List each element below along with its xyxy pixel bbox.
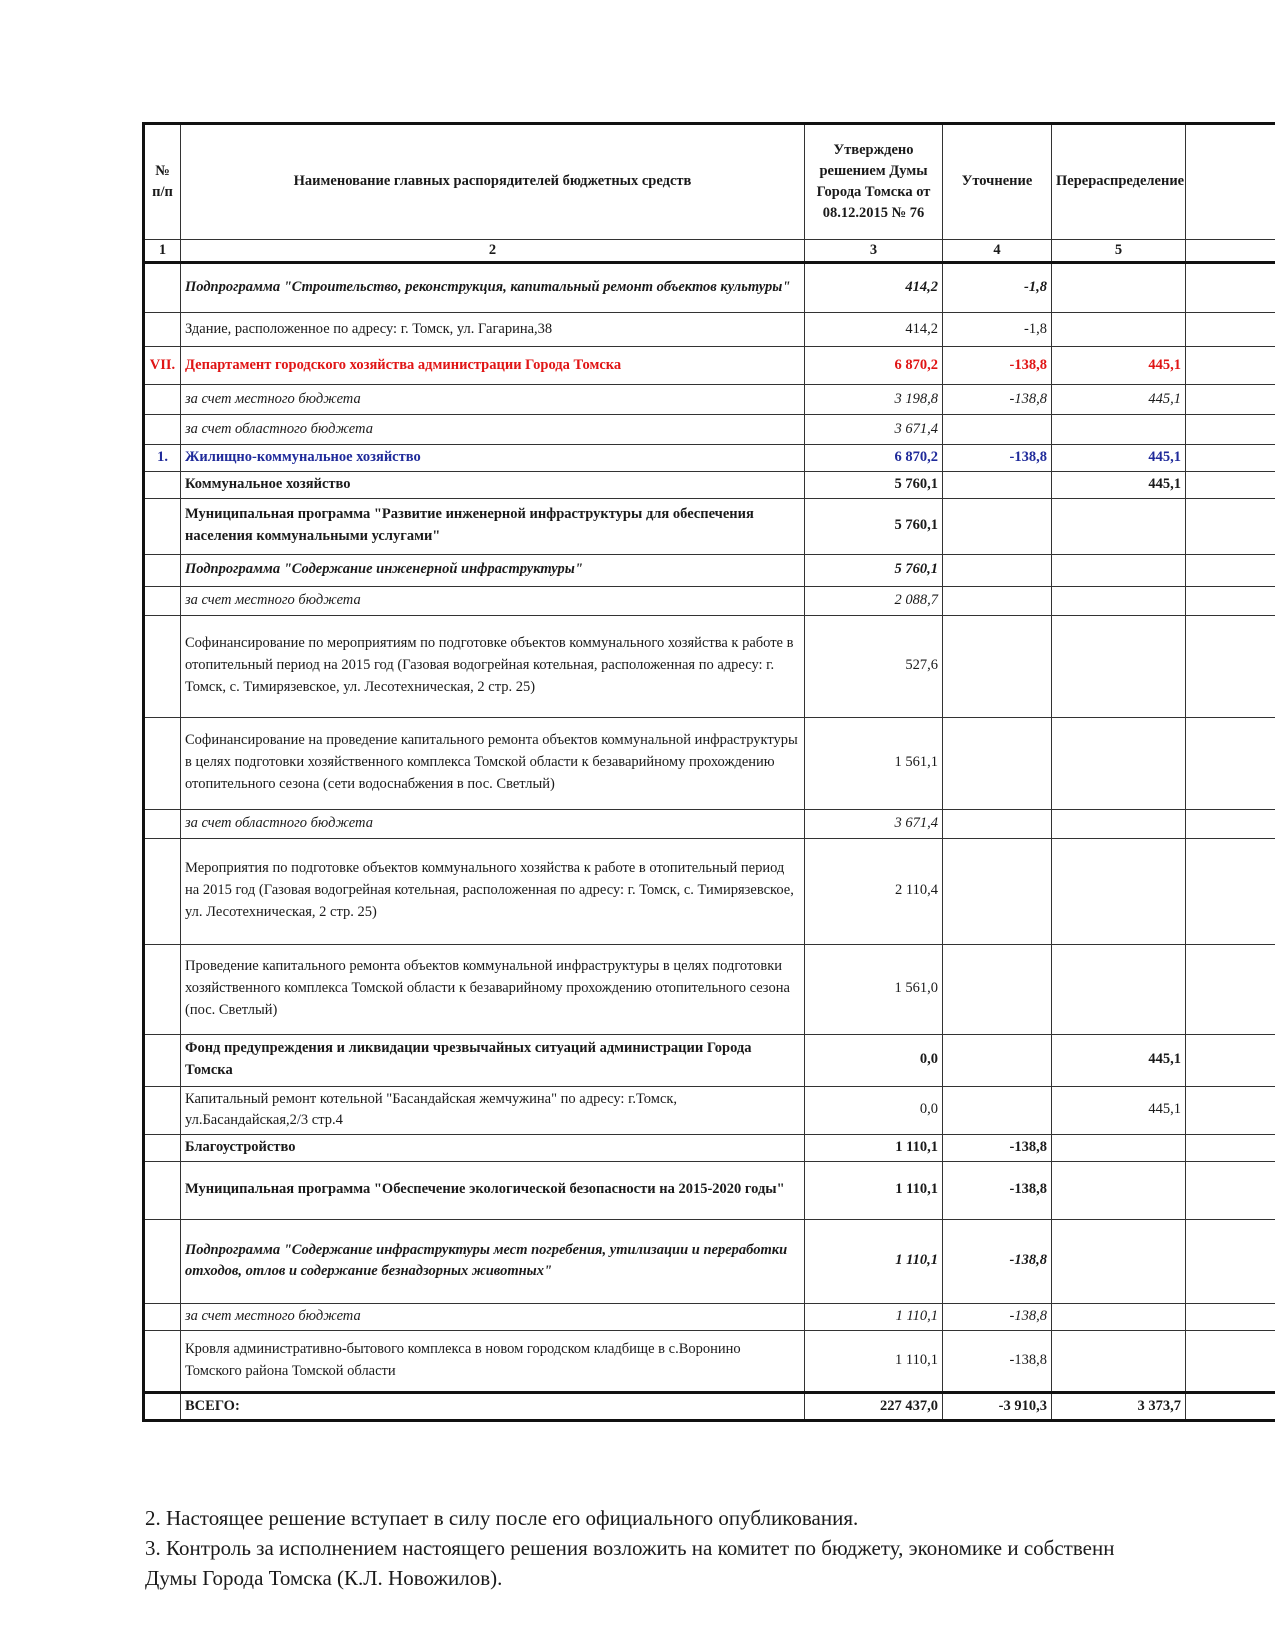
row-approved: 5 760,1 [805,498,943,554]
row-num [144,1219,181,1303]
table-row [144,471,1275,498]
total-row [144,1392,1275,1421]
row-approved: 6 870,2 [805,347,943,385]
row-clarification [943,415,1052,445]
row-num [144,498,181,554]
table-row [144,1303,1275,1330]
table-row [144,717,1275,809]
row-clarification [943,944,1052,1034]
header-name: Наименование главных распорядителей бюджетных средств [181,124,805,240]
row-redistribution: 445,1 [1052,1086,1186,1135]
row-approved: 3 671,4 [805,415,943,445]
row-name: Благоустройство [181,1135,805,1162]
row-num [144,1135,181,1162]
row-name: Муниципальная программа "Обеспечение экологической безопасности на 2015-2020 годы" [181,1161,805,1219]
row-name: Подпрограмма "Строительство, реконструкция, капитальный ремонт объектов культуры" [181,263,805,313]
row-num [144,385,181,415]
column-number: 2 [181,240,805,263]
table-row [144,347,1275,385]
header-num: № п/п [144,124,181,240]
row-name: Мероприятия по подготовке объектов коммунального хозяйства к работе в отопительный период на 2015 год (Газовая водогрейная котельная, расположенная по адресу: г. Томск, с. Тимирязевское, ул. Лесотехническая, 2 стр. 25) [181,838,805,944]
table-row [144,1219,1275,1303]
column-number-row [144,240,1275,263]
row-clarification [943,498,1052,554]
row-num [144,1303,181,1330]
row-name: за счет областного бюджета [181,415,805,445]
row-redistribution [1052,809,1186,838]
table-row [144,445,1275,472]
table-row [144,498,1275,554]
row-approved: 527,6 [805,615,943,717]
row-num [144,838,181,944]
row-clarification [943,1086,1052,1135]
row-redistribution: 445,1 [1052,445,1186,472]
document-page [142,122,1275,1422]
row-clarification: -138,8 [943,1303,1052,1330]
table-row [144,1161,1275,1219]
row-redistribution [1052,498,1186,554]
header-cut-column [1186,124,1275,240]
row-clarification: -138,8 [943,1135,1052,1162]
row-name: Софинансирование на проведение капитального ремонта объектов коммунальной инфраструктуры в целях подготовки хозяйственного комплекса Томской области к безаварийному прохождению отопительного сезона (сети водоснабжения в пос. Светлый) [181,717,805,809]
row-redistribution [1052,1330,1186,1392]
row-redistribution: 445,1 [1052,471,1186,498]
row-approved: 1 110,1 [805,1330,943,1392]
row-redistribution [1052,313,1186,347]
row-name: Жилищно-коммунальное хозяйство [181,445,805,472]
budget-table [142,122,1275,1422]
footer-item-3-continued: Думы Города Томска (К.Л. Новожилов). [145,1566,503,1590]
total-redistribution: 3 373,7 [1052,1392,1186,1421]
column-number: 3 [805,240,943,263]
row-num [144,471,181,498]
row-redistribution [1052,1135,1186,1162]
row-approved: 414,2 [805,313,943,347]
row-redistribution: 445,1 [1052,1034,1186,1086]
row-clarification: -138,8 [943,1161,1052,1219]
row-redistribution [1052,415,1186,445]
header-redistribution: Перераспределение [1052,124,1186,240]
row-clarification [943,838,1052,944]
row-clarification [943,586,1052,615]
table-row [144,313,1275,347]
table-row [144,1034,1275,1086]
row-redistribution [1052,944,1186,1034]
row-num [144,1330,181,1392]
row-name: за счет областного бюджета [181,809,805,838]
column-number: 4 [943,240,1052,263]
row-clarification: -138,8 [943,445,1052,472]
row-redistribution [1052,1219,1186,1303]
row-clarification [943,717,1052,809]
row-num [144,415,181,445]
row-approved: 1 110,1 [805,1135,943,1162]
row-clarification: -1,8 [943,313,1052,347]
row-approved: 5 760,1 [805,554,943,586]
row-clarification: -1,8 [943,263,1052,313]
row-name: Фонд предупреждения и ликвидации чрезвычайных ситуаций администрации Города Томска [181,1034,805,1086]
row-approved: 1 110,1 [805,1219,943,1303]
row-name: за счет местного бюджета [181,586,805,615]
row-num [144,615,181,717]
table-row [144,586,1275,615]
table-row [144,1330,1275,1392]
total-clarification: -3 910,3 [943,1392,1052,1421]
row-clarification [943,615,1052,717]
column-number: 1 [144,240,181,263]
row-approved: 0,0 [805,1086,943,1135]
row-redistribution [1052,717,1186,809]
table-row [144,838,1275,944]
row-approved: 1 561,1 [805,717,943,809]
row-name: Подпрограмма "Содержание инфраструктуры мест погребения, утилизации и переработки отходов, отлов и содержание безнадзорных животных" [181,1219,805,1303]
row-num [144,717,181,809]
row-approved: 3 198,8 [805,385,943,415]
table-header-row [144,124,1275,240]
header-approved: Утверждено решением Думы Города Томска от 08.12.2015 № 76 [805,124,943,240]
row-clarification: -138,8 [943,347,1052,385]
row-name: Подпрограмма "Содержание инженерной инфраструктуры" [181,554,805,586]
row-name: за счет местного бюджета [181,385,805,415]
table-row [144,554,1275,586]
row-num [144,263,181,313]
row-approved: 1 561,0 [805,944,943,1034]
table-row [144,415,1275,445]
row-num [144,1086,181,1135]
total-label: ВСЕГО: [181,1392,805,1421]
row-name: Кровля административно-бытового комплекса в новом городском кладбище в с.Воронино Томского района Томской области [181,1330,805,1392]
row-approved: 3 671,4 [805,809,943,838]
total-approved: 227 437,0 [805,1392,943,1421]
row-num [144,944,181,1034]
row-clarification: -138,8 [943,1330,1052,1392]
row-clarification: -138,8 [943,1219,1052,1303]
row-clarification [943,554,1052,586]
row-num [144,809,181,838]
row-num [144,1034,181,1086]
table-row [144,385,1275,415]
row-clarification: -138,8 [943,385,1052,415]
row-redistribution [1052,263,1186,313]
table-row [144,1135,1275,1162]
table-row [144,263,1275,313]
row-redistribution [1052,1303,1186,1330]
row-redistribution: 445,1 [1052,385,1186,415]
column-number: 5 [1052,240,1186,263]
row-approved: 6 870,2 [805,445,943,472]
row-redistribution [1052,615,1186,717]
row-approved: 5 760,1 [805,471,943,498]
row-redistribution [1052,554,1186,586]
table-body [144,263,1275,1393]
row-name: Проведение капитального ремонта объектов коммунальной инфраструктуры в целях подготовки хозяйственного комплекса Томской области к безаварийному прохождению отопительного сезона (пос. Светлый) [181,944,805,1034]
row-redistribution [1052,1161,1186,1219]
row-approved: 414,2 [805,263,943,313]
row-clarification [943,471,1052,498]
row-num [144,313,181,347]
row-name: Департамент городского хозяйства администрации Города Томска [181,347,805,385]
row-redistribution [1052,838,1186,944]
row-name: за счет местного бюджета [181,1303,805,1330]
row-name: Капитальный ремонт котельной "Басандайская жемчужина" по адресу: г.Томск, ул.Басандайская,2/3 стр.4 [181,1086,805,1135]
row-approved: 0,0 [805,1034,943,1086]
row-num [144,1161,181,1219]
row-approved: 2 110,4 [805,838,943,944]
row-name: Муниципальная программа "Развитие инженерной инфраструктуры для обеспечения населения коммунальными услугами" [181,498,805,554]
footer-item-2: 2. Настоящее решение вступает в силу после его официального опубликования. [145,1506,859,1530]
row-redistribution [1052,586,1186,615]
table-row [144,809,1275,838]
footer-item-3: 3. Контроль за исполнением настоящего решения возложить на комитет по бюджету, экономике и собственн [145,1536,1115,1560]
table-row [144,1086,1275,1135]
table-row [144,944,1275,1034]
table-row [144,615,1275,717]
row-name: Здание, расположенное по адресу: г. Томск, ул. Гагарина,38 [181,313,805,347]
row-clarification [943,1034,1052,1086]
row-num [144,554,181,586]
header-clarification: Уточнение [943,124,1052,240]
decision-footer [145,1503,1275,1593]
row-name: Коммунальное хозяйство [181,471,805,498]
row-redistribution: 445,1 [1052,347,1186,385]
row-num [144,586,181,615]
row-num: VII. [144,347,181,385]
row-approved: 2 088,7 [805,586,943,615]
row-name: Софинансирование по мероприятиям по подготовке объектов коммунального хозяйства к работе в отопительный период на 2015 год (Газовая водогрейная котельная, расположенная по адресу: г. Томск, с. Тимирязевское, ул. Лесотехническая, 2 стр. 25) [181,615,805,717]
row-clarification [943,809,1052,838]
row-approved: 1 110,1 [805,1161,943,1219]
row-approved: 1 110,1 [805,1303,943,1330]
row-num: 1. [144,445,181,472]
